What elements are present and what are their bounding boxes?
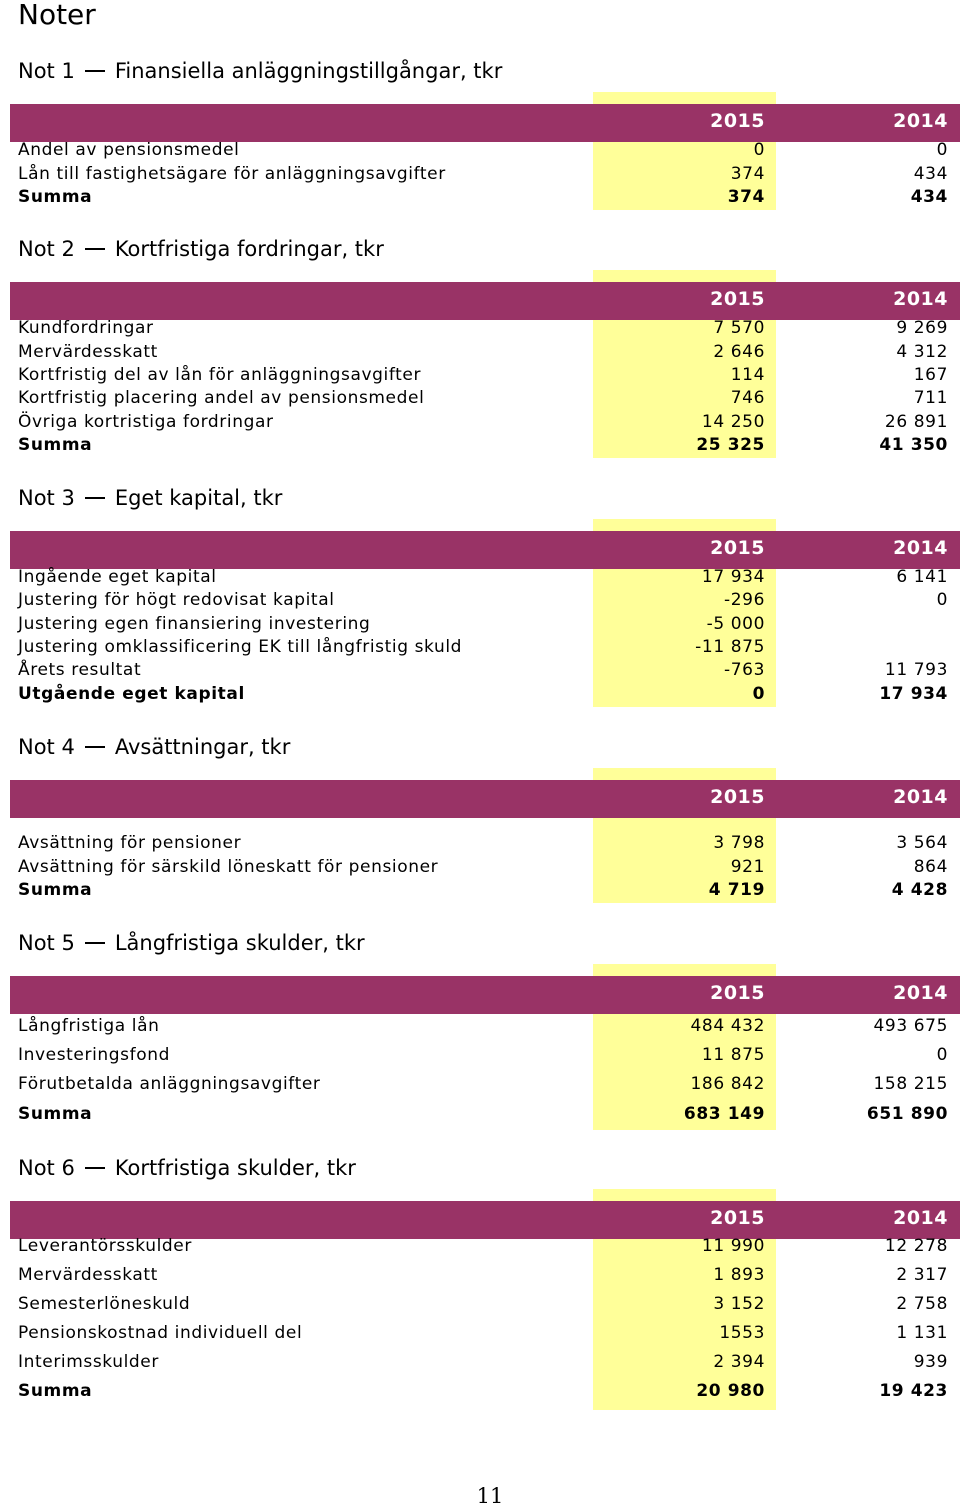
table-row [0, 388, 960, 411]
current-year-column-top [593, 1189, 776, 1201]
note-2-title [18, 236, 384, 262]
row-label: Investeringsfond [18, 1045, 170, 1065]
value-2015: 25 325 [696, 435, 765, 455]
page-title: Noter [18, 0, 96, 31]
row-label: Lån till fastighetsägare för anläggningsavgifter [18, 164, 446, 184]
value-2014: 2 758 [896, 1294, 948, 1314]
year-header-2014: 2014 [893, 982, 948, 1004]
value-2014: 6 141 [896, 567, 948, 587]
value-2014: 493 675 [873, 1016, 948, 1036]
note-number: Not 4 [18, 735, 75, 759]
row-label: Semesterlöneskuld [18, 1294, 191, 1314]
table-row [0, 365, 960, 388]
dash-separator [85, 248, 105, 250]
year-header-2014: 2014 [893, 288, 948, 310]
note-5-title [18, 930, 365, 956]
value-2015: 746 [730, 388, 765, 408]
year-header-2014: 2014 [893, 110, 948, 132]
dash-separator [85, 746, 105, 748]
value-2014: 864 [913, 857, 948, 877]
value-2014: 19 423 [879, 1381, 948, 1401]
note-6-title [18, 1155, 356, 1181]
note-number: Not 2 [18, 237, 75, 261]
row-label: Justering för högt redovisat kapital [18, 590, 335, 610]
table-row [0, 1074, 960, 1103]
table-row [0, 1045, 960, 1074]
value-2015: 11 990 [701, 1236, 765, 1256]
value-2015: -296 [724, 590, 765, 610]
value-2015: 0 [753, 140, 765, 160]
value-2015: 484 432 [690, 1016, 765, 1036]
summary-row [0, 435, 960, 458]
row-label: Utgående eget kapital [18, 684, 245, 704]
row-label: Summa [18, 435, 93, 455]
value-2015: 3 798 [713, 833, 765, 853]
row-label: Summa [18, 1381, 93, 1401]
note-heading: Eget kapital, tkr [114, 486, 283, 510]
row-label: Justering egen finansiering investering [18, 614, 371, 634]
row-label: Förutbetalda anläggningsavgifter [18, 1074, 321, 1094]
note-heading: Kortfristiga fordringar, tkr [114, 237, 384, 261]
year-header-2015: 2015 [710, 537, 765, 559]
note-number: Not 1 [18, 59, 75, 83]
row-label: Årets resultat [18, 660, 142, 680]
note-number: Not 5 [18, 931, 75, 955]
table-row [0, 660, 960, 683]
current-year-column-top [593, 92, 776, 104]
row-label: Mervärdesskatt [18, 1265, 158, 1285]
note-number: Not 6 [18, 1156, 75, 1180]
year-header-2014: 2014 [893, 1207, 948, 1229]
value-2015: 921 [730, 857, 765, 877]
table-row [0, 1016, 960, 1045]
value-2014: 167 [913, 365, 948, 385]
value-2015: 7 570 [713, 318, 765, 338]
row-label: Mervärdesskatt [18, 342, 158, 362]
value-2015: 186 842 [690, 1074, 765, 1094]
row-label: Avsättning för särskild löneskatt för pensioner [18, 857, 439, 877]
value-2014: 26 891 [884, 412, 948, 432]
value-2015: 17 934 [701, 567, 765, 587]
value-2014: 939 [913, 1352, 948, 1372]
table-row [0, 1352, 960, 1381]
value-2014: 2 317 [896, 1265, 948, 1285]
table-row [0, 342, 960, 365]
dash-separator [85, 70, 105, 72]
row-label: Kortfristig del av lån för anläggningsavgifter [18, 365, 422, 385]
dash-separator [85, 497, 105, 499]
page-number: 11 [476, 1484, 504, 1508]
table-row [0, 1265, 960, 1294]
value-2014: 11 793 [884, 660, 948, 680]
summary-row [0, 187, 960, 210]
value-2015: 11 875 [701, 1045, 765, 1065]
row-label: Leverantörsskulder [18, 1236, 192, 1256]
value-2014: 711 [913, 388, 948, 408]
value-2015: 374 [730, 164, 765, 184]
table-row [0, 1323, 960, 1352]
note-number: Not 3 [18, 486, 75, 510]
value-2015: 374 [727, 187, 765, 207]
table-row [0, 637, 960, 660]
table-row [0, 590, 960, 613]
summary-row [0, 1104, 960, 1133]
note-heading: Finansiella anläggningstillgångar, tkr [114, 59, 503, 83]
note-3-title [18, 485, 282, 511]
table-row [0, 833, 960, 856]
value-2015: 2 646 [713, 342, 765, 362]
value-2014: 0 [936, 590, 948, 610]
value-2014: 158 215 [873, 1074, 948, 1094]
value-2014: 434 [910, 187, 948, 207]
year-header-2015: 2015 [710, 982, 765, 1004]
table-row [0, 164, 960, 187]
value-2015: 1 893 [713, 1265, 765, 1285]
table-row [0, 140, 960, 163]
row-label: Andel av pensionsmedel [18, 140, 240, 160]
year-header-2015: 2015 [710, 1207, 765, 1229]
current-year-column-top [593, 270, 776, 282]
value-2014: 9 269 [896, 318, 948, 338]
row-label: Kundfordringar [18, 318, 154, 338]
note-4-title [18, 734, 290, 760]
row-label: Pensionskostnad individuell del [18, 1323, 303, 1343]
value-2014: 0 [936, 140, 948, 160]
current-year-column-top [593, 768, 776, 780]
summary-row [0, 1381, 960, 1410]
row-label: Långfristiga lån [18, 1016, 160, 1036]
year-header-2015: 2015 [710, 288, 765, 310]
value-2015: -11 875 [695, 637, 765, 657]
row-label: Övriga kortristiga fordringar [18, 412, 274, 432]
value-2015: 14 250 [701, 412, 765, 432]
current-year-column-top [593, 519, 776, 531]
value-2015: 3 152 [713, 1294, 765, 1314]
value-2014: 4 312 [896, 342, 948, 362]
table-row [0, 1236, 960, 1265]
value-2015: 114 [730, 365, 765, 385]
value-2014: 17 934 [879, 684, 948, 704]
year-header-2015: 2015 [710, 110, 765, 132]
year-header-2014: 2014 [893, 786, 948, 808]
value-2015: 1553 [719, 1323, 765, 1343]
row-label: Ingående eget kapital [18, 567, 217, 587]
note-heading: Avsättningar, tkr [114, 735, 291, 759]
summary-row [0, 684, 960, 707]
value-2015: 20 980 [696, 1381, 765, 1401]
value-2015: 2 394 [713, 1352, 765, 1372]
value-2014: 3 564 [896, 833, 948, 853]
table-row [0, 614, 960, 637]
table-row [0, 412, 960, 435]
value-2015: -5 000 [706, 614, 765, 634]
dash-separator [85, 1167, 105, 1169]
value-2015: 683 149 [683, 1104, 765, 1124]
value-2014: 434 [913, 164, 948, 184]
table-row [0, 318, 960, 341]
row-label: Avsättning för pensioner [18, 833, 242, 853]
row-label: Interimsskulder [18, 1352, 159, 1372]
note-1-title [18, 58, 502, 84]
value-2015: -763 [724, 660, 765, 680]
table-row [0, 1294, 960, 1323]
value-2014: 0 [936, 1045, 948, 1065]
current-year-column-top [593, 964, 776, 976]
value-2014: 1 131 [896, 1323, 948, 1343]
value-2015: 0 [752, 684, 765, 704]
year-header-2014: 2014 [893, 537, 948, 559]
value-2014: 12 278 [884, 1236, 948, 1256]
value-2014: 4 428 [891, 880, 948, 900]
summary-row [0, 880, 960, 903]
table-row [0, 857, 960, 880]
row-label: Summa [18, 187, 93, 207]
dash-separator [85, 942, 105, 944]
row-label: Summa [18, 880, 93, 900]
table-row [0, 567, 960, 590]
row-label: Kortfristig placering andel av pensionsmedel [18, 388, 425, 408]
note-heading: Långfristiga skulder, tkr [114, 931, 365, 955]
row-label: Justering omklassificering EK till långfristig skuld [18, 637, 463, 657]
row-label: Summa [18, 1104, 93, 1124]
value-2015: 4 719 [708, 880, 765, 900]
value-2014: 41 350 [879, 435, 948, 455]
year-header-2015: 2015 [710, 786, 765, 808]
note-heading: Kortfristiga skulder, tkr [114, 1156, 356, 1180]
value-2014: 651 890 [866, 1104, 948, 1124]
